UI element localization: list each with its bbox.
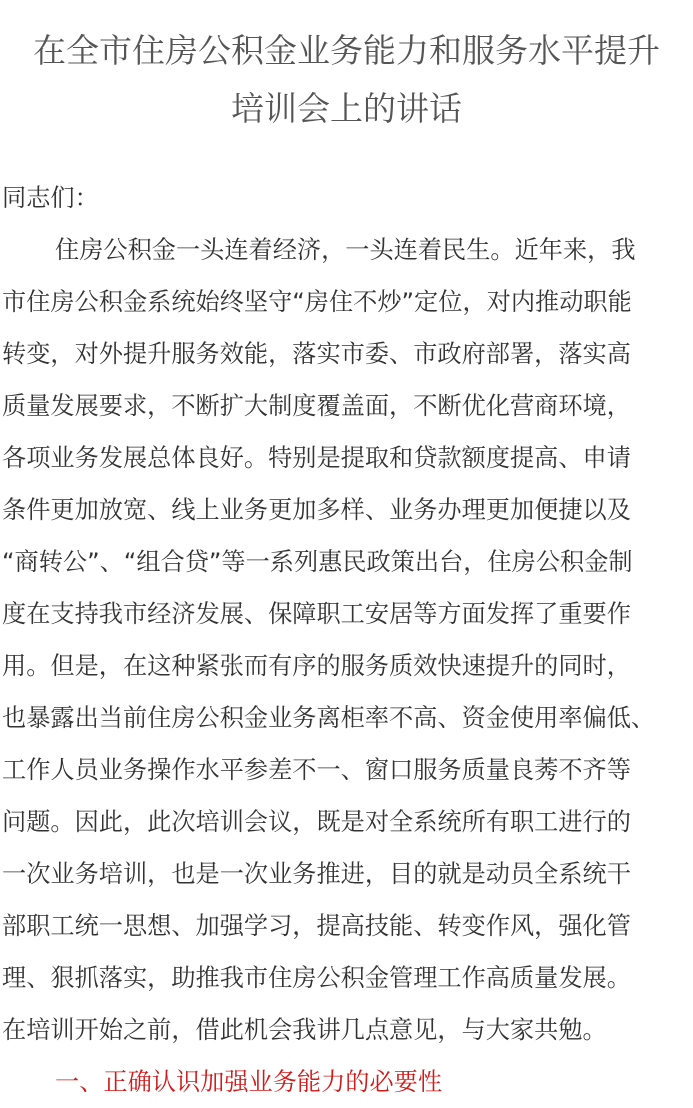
paragraph-line: 在培训开始之前，借此机会我讲几点意见，与大家共勉。 [2,1016,607,1044]
document-title [0,22,693,138]
paragraph-line: 各项业务发展总体良好。特别是提取和贷款额度提高、申请 [2,444,631,472]
paragraph-line: 也暴露出当前住房公积金业务离柜率不高、资金使用率偏低、 [2,704,656,732]
paragraph-line: 质量发展要求，不断扩大制度覆盖面，不断优化营商环境， [2,392,631,420]
paragraph-line: 部职工统一思想、加强学习，提高技能、转变作风，强化管 [2,912,631,940]
paragraph-line: 一次业务培训，也是一次业务推进，目的就是动员全系统干 [2,860,631,888]
paragraph-line: 问题。因此，此次培训会议，既是对全系统所有职工进行的 [2,808,631,836]
paragraph-line: 转变，对外提升服务效能，落实市委、市政府部署，落实高 [2,340,631,368]
paragraph-line: 工作人员业务操作水平参差不一、窗口服务质量良莠不齐等 [2,756,631,784]
greeting: 同志们： [2,184,99,212]
body-paragraph [2,224,692,1056]
title-line-1: 在全市住房公积金业务能力和服务水平提升 [33,31,660,70]
paragraph-line: 条件更加放宽、线上业务更加多样、业务办理更加便捷以及 [2,496,631,524]
paragraph-line: 住房公积金一头连着经济，一头连着民生。近年来，我 [55,236,636,264]
paragraph-line: 用。但是，在这种紧张而有序的服务质效快速提升的同时， [2,652,631,680]
section-heading: 一、正确认识加强业务能力的必要性 [55,1068,443,1096]
paragraph-line: “商转公”、“组合贷”等一系列惠民政策出台，住房公积金制 [2,548,633,576]
title-line-2: 培训会上的讲话 [231,89,462,128]
paragraph-line: 理、狠抓落实，助推我市住房公积金管理工作高质量发展。 [2,964,631,992]
paragraph-line: 度在支持我市经济发展、保障职工安居等方面发挥了重要作 [2,600,631,628]
paragraph-line: 市住房公积金系统始终坚守“房住不炒”定位，对内推动职能 [2,288,632,316]
